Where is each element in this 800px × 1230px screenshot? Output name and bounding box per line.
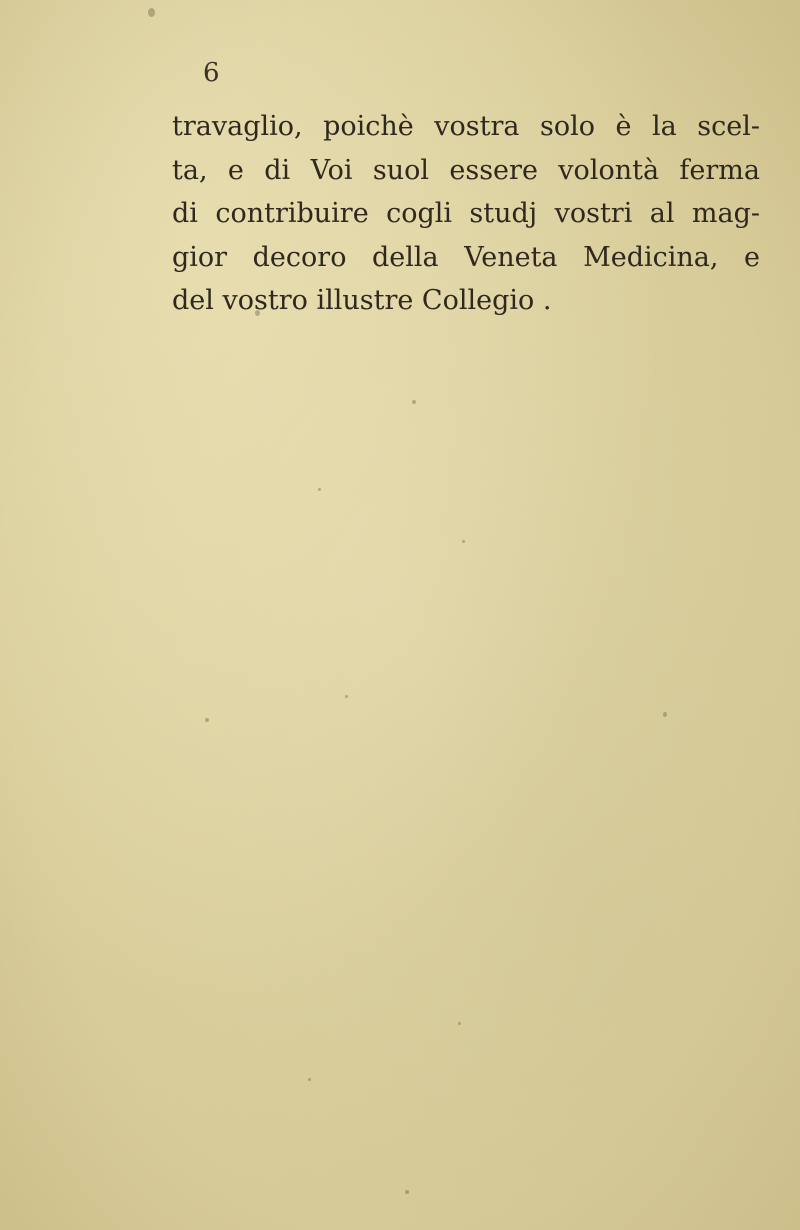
paper-speck <box>345 695 348 698</box>
text-line-3: di contribuire cogli studj vostri al mag- <box>172 198 760 229</box>
page-number: 6 <box>203 58 221 88</box>
text-line-4: gior decoro della Veneta Medicina, e <box>172 241 760 273</box>
paper-speck <box>458 1022 461 1025</box>
paper-speck <box>205 718 209 722</box>
paper-speck <box>663 712 667 717</box>
paper-speck <box>412 400 416 404</box>
paper-speck <box>462 540 465 543</box>
text-line-5: del vostro illustre Collegio . <box>172 285 552 316</box>
body-text <box>172 105 772 323</box>
text-line-1: travaglio, poichè vostra solo è la scel- <box>172 111 760 142</box>
paper-speck <box>405 1190 409 1194</box>
paper-speck <box>308 1078 311 1081</box>
text-line-2: ta, e di Voi suol essere volontà ferma <box>172 154 760 186</box>
paper-speck <box>148 8 155 17</box>
paper-speck <box>318 488 321 491</box>
